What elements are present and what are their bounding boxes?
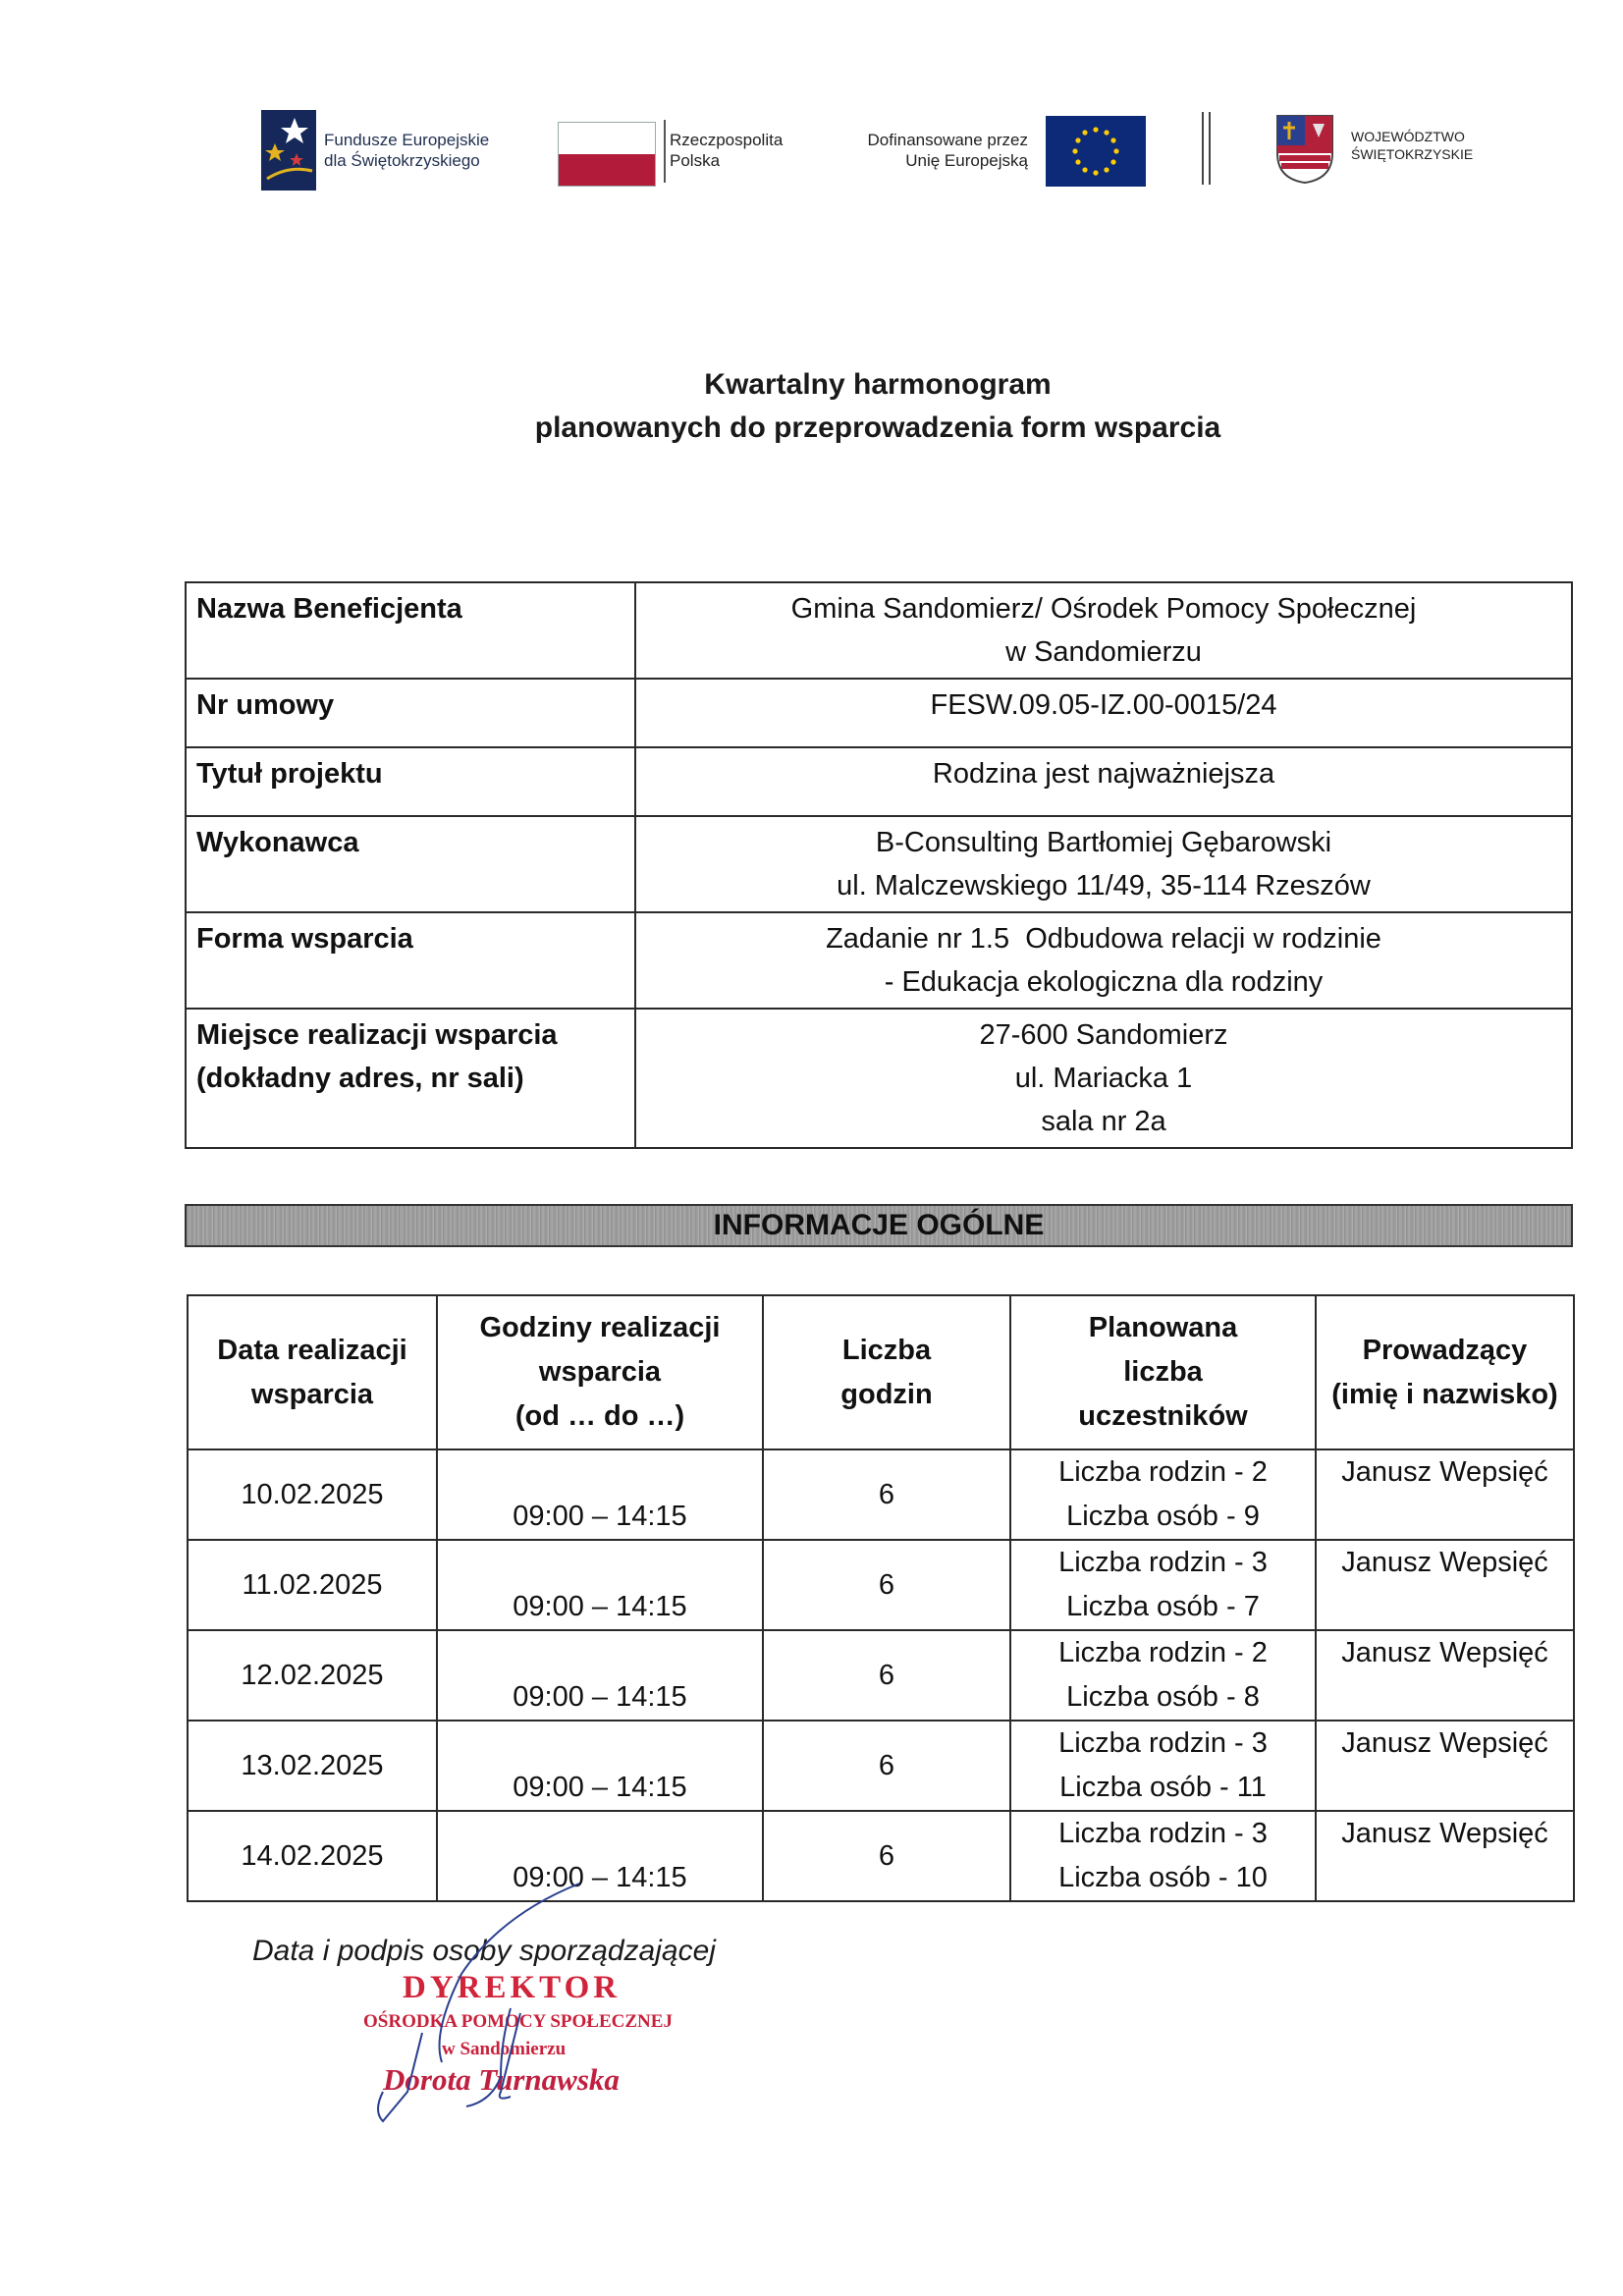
date-cell: 10.02.2025 (188, 1449, 437, 1540)
families-text: Liczba rodzin - 3 (1058, 1818, 1268, 1849)
beneficiary-line-2: w Sandomierzu (1005, 636, 1202, 668)
persons-text: Liczba osób - 10 (1058, 1862, 1268, 1893)
header-text: (imię i nazwisko) (1331, 1378, 1558, 1410)
contractor-line-2: ul. Malczewskiego 11/49, 35-114 Rzeszów (837, 870, 1371, 902)
stamp-title: DYREKTOR (403, 1970, 622, 2005)
table-row (186, 747, 1572, 816)
title-line-1: Kwartalny harmonogram (704, 368, 1052, 401)
persons-text: Liczba osób - 8 (1066, 1681, 1260, 1713)
support-line-2: - Edukacja ekologiczna dla rodziny (884, 966, 1324, 998)
place-line-1: 27-600 Sandomierz (979, 1019, 1228, 1051)
participants-cell (1010, 1811, 1316, 1901)
stamp-name: Dorota Turnawska (383, 2062, 620, 2097)
document-title (0, 363, 1623, 450)
header-text: uczestników (1078, 1400, 1248, 1432)
pl-line-2: Polska (670, 151, 721, 170)
hours-text: 09:00 – 14:15 (513, 1501, 687, 1532)
hours-text: 09:00 – 14:15 (513, 1681, 687, 1713)
header-text: Planowana (1088, 1312, 1238, 1343)
hour-count-cell: 6 (763, 1630, 1010, 1721)
participants-cell (1010, 1721, 1316, 1811)
hours-cell (437, 1721, 763, 1811)
table-row (188, 1630, 1574, 1721)
header-text: Liczba (841, 1334, 932, 1366)
handwritten-signature-icon (353, 1866, 648, 2151)
table-header-row (188, 1295, 1574, 1449)
table-row (186, 912, 1572, 1009)
leader-cell: Janusz Wepsięć (1316, 1540, 1574, 1630)
persons-text: Liczba osób - 9 (1066, 1501, 1260, 1532)
contract-label: Nr umowy (186, 679, 635, 747)
place-value (635, 1009, 1572, 1148)
contract-value: FESW.09.05-IZ.00-0015/24 (635, 679, 1572, 747)
hours-cell (437, 1449, 763, 1540)
table-row (188, 1449, 1574, 1540)
beneficiary-label: Nazwa Beneficjenta (186, 582, 635, 679)
swietokrzyskie-crest-icon (1275, 114, 1334, 185)
place-label-line-2: (dokładny adres, nr sali) (196, 1063, 524, 1094)
contractor-label: Wykonawca (186, 816, 635, 912)
date-cell: 11.02.2025 (188, 1540, 437, 1630)
leader-cell: Janusz Wepsięć (1316, 1630, 1574, 1721)
schedule-table (187, 1294, 1575, 1902)
table-row (186, 582, 1572, 679)
beneficiary-info-table (185, 581, 1573, 1149)
eu-flag-icon (1046, 116, 1146, 187)
hours-text: 09:00 – 14:15 (513, 1862, 687, 1893)
families-text: Liczba rodzin - 3 (1058, 1727, 1268, 1759)
persons-text: Liczba osób - 7 (1066, 1591, 1260, 1622)
hour-count-cell: 6 (763, 1449, 1010, 1540)
pl-line-1: Rzeczpospolita (670, 131, 784, 149)
participants-cell (1010, 1540, 1316, 1630)
families-text: Liczba rodzin - 2 (1058, 1456, 1268, 1488)
rzeczpospolita-text (670, 130, 783, 171)
signature-label: Data i podpis osoby sporządzającej (252, 1935, 716, 1967)
ue-line-2: Unię Europejską (905, 151, 1028, 170)
hour-count-cell: 6 (763, 1540, 1010, 1630)
support-line-1: Zadanie nr 1.5 Odbudowa relacji w rodzinie (826, 923, 1381, 955)
fe-line-1: Fundusze Europejskie (324, 131, 490, 149)
section-header: INFORMACJE OGÓLNE (185, 1204, 1573, 1247)
project-title-label: Tytuł projektu (186, 747, 635, 816)
table-row (188, 1721, 1574, 1811)
header-text: Godziny realizacji (479, 1312, 721, 1343)
participants-cell (1010, 1630, 1316, 1721)
hours-text: 09:00 – 14:15 (513, 1591, 687, 1622)
table-row (186, 1009, 1572, 1148)
stamp-institution: OŚRODKA POMOCY SPOŁECZNEJ (363, 2011, 673, 2032)
column-header-participants (1010, 1295, 1316, 1449)
poland-flag-icon (558, 122, 656, 187)
hours-cell (437, 1630, 763, 1721)
fe-line-2: dla Świętokrzyskiego (324, 151, 480, 170)
swietokrzyskie-text (1351, 128, 1473, 163)
stamp-city: w Sandomierzu (442, 2039, 567, 2059)
contractor-line-1: B-Consulting Bartłomiej Gębarowski (875, 827, 1332, 858)
hour-count-cell: 6 (763, 1811, 1010, 1901)
header-text: wsparcia (250, 1378, 374, 1410)
leader-cell: Janusz Wepsięć (1316, 1449, 1574, 1540)
date-cell: 14.02.2025 (188, 1811, 437, 1901)
table-row (186, 816, 1572, 912)
title-line-2: planowanych do przeprowadzenia form wsparcia (534, 411, 1221, 444)
hours-text: 09:00 – 14:15 (513, 1772, 687, 1803)
header-text: Data realizacji (217, 1334, 407, 1366)
header-text: Prowadzący (1362, 1334, 1528, 1366)
date-cell: 12.02.2025 (188, 1630, 437, 1721)
project-title-value: Rodzina jest najważniejsza (635, 747, 1572, 816)
beneficiary-value (635, 582, 1572, 679)
place-line-3: sala nr 2a (1041, 1106, 1166, 1137)
column-header-date (188, 1295, 437, 1449)
place-line-2: ul. Mariacka 1 (1014, 1063, 1193, 1094)
families-text: Liczba rodzin - 3 (1058, 1547, 1268, 1578)
contractor-value (635, 816, 1572, 912)
place-label (186, 1009, 635, 1148)
table-row (186, 679, 1572, 747)
leader-cell: Janusz Wepsięć (1316, 1811, 1574, 1901)
ue-line-1: Dofinansowane przez (867, 131, 1028, 149)
table-row (188, 1540, 1574, 1630)
divider (1202, 112, 1211, 185)
date-cell: 13.02.2025 (188, 1721, 437, 1811)
beneficiary-line-1: Gmina Sandomierz/ Ośrodek Pomocy Społecznej (790, 593, 1417, 625)
persons-text: Liczba osób - 11 (1059, 1772, 1267, 1803)
hours-cell (437, 1540, 763, 1630)
place-label-line-1: Miejsce realizacji wsparcia (196, 1019, 558, 1051)
eu-funding-text (841, 130, 1028, 171)
header-text: godzin (840, 1378, 933, 1410)
families-text: Liczba rodzin - 2 (1058, 1637, 1268, 1668)
fundusze-europejskie-text (324, 130, 489, 171)
support-form-value (635, 912, 1572, 1009)
fundusze-europejskie-logo-icon (261, 110, 316, 191)
logo-bar (261, 110, 1488, 189)
hour-count-cell: 6 (763, 1721, 1010, 1811)
header-text: (od … do …) (514, 1400, 685, 1432)
header-text: wsparcia (538, 1356, 662, 1388)
column-header-hours (437, 1295, 763, 1449)
header-text: liczba (1123, 1356, 1203, 1388)
support-form-label: Forma wsparcia (186, 912, 635, 1009)
leader-cell: Janusz Wepsięć (1316, 1721, 1574, 1811)
sw-line-1: WOJEWÓDZTWO (1351, 129, 1465, 144)
divider (664, 120, 666, 183)
column-header-hour-count (763, 1295, 1010, 1449)
sw-line-2: ŚWIĘTOKRZYSKIE (1351, 146, 1474, 162)
participants-cell (1010, 1449, 1316, 1540)
column-header-leader (1316, 1295, 1574, 1449)
